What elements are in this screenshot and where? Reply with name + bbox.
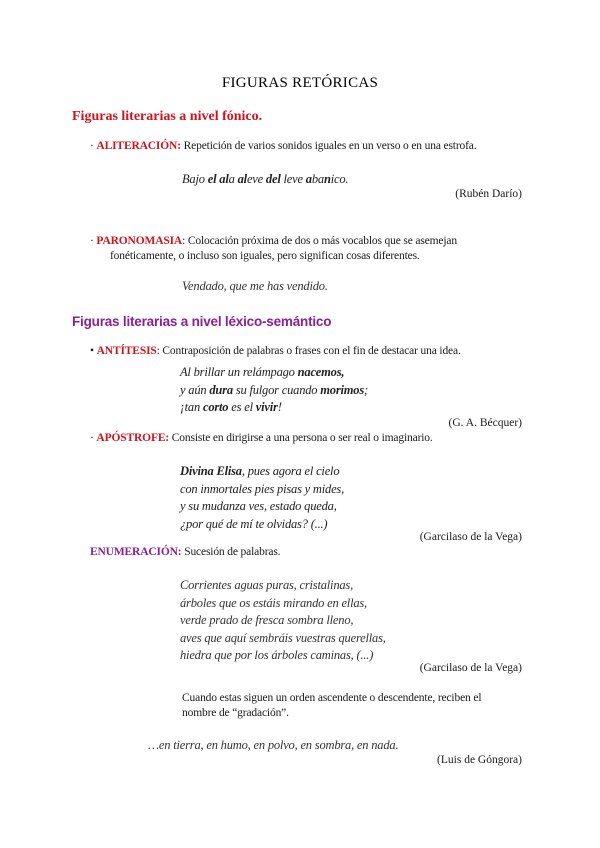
poem-line: aves que aquí sembráis vuestras querellas,: [180, 630, 386, 645]
example-part: ba: [311, 172, 324, 186]
example-part: a: [228, 172, 238, 186]
poem-text: , pues agora el cielo: [241, 464, 340, 478]
poem-text: Al brillar un relámpago: [180, 365, 298, 379]
poem-line: ¿por qué de mí te olvidas? (...): [180, 516, 328, 531]
aliteracion-author: (Rubén Darío): [455, 188, 522, 200]
antitesis-colon: :: [156, 345, 160, 357]
poem-emphasis: nacemos,: [297, 365, 345, 379]
poem-line: [180, 463, 344, 481]
enumeracion-term: ENUMERACIÓN:: [90, 546, 182, 558]
apostrofe-text: Consiste en dirigirse a una persona o ser real o imaginario.: [169, 432, 433, 444]
example-emphasis: al: [237, 172, 247, 186]
paronomasia-example: Vendado, que me has vendido.: [182, 279, 328, 293]
poem-text: ;: [364, 382, 368, 397]
bullet: ·: [90, 432, 94, 444]
poem-line: [180, 399, 368, 417]
gradacion-text-2: nombre de “gradación”.: [182, 707, 289, 719]
apostrofe-poem: [180, 463, 344, 533]
section-heading-lexico: Figuras literarias a nivel léxico-semántico: [72, 314, 332, 329]
apostrofe-author: (Garcilaso de la Vega): [419, 531, 522, 543]
bullet: ·: [90, 235, 94, 247]
poem-line: con inmortales pies pisas y mides,: [180, 481, 345, 496]
antitesis-author: (G. A. Bécquer): [448, 417, 522, 429]
example-emphasis: el: [207, 172, 217, 186]
gradacion-text-1: Cuando estas siguen un orden ascendente o descendente, reciben el: [182, 692, 482, 704]
example-emphasis: al: [219, 172, 229, 186]
example-emphasis: a: [305, 172, 312, 186]
example-emphasis: del: [265, 172, 281, 186]
poem-text: !: [277, 400, 282, 414]
antitesis-term: ANTÍTESIS: [96, 345, 157, 357]
poem-line: [180, 382, 368, 400]
paronomasia-definition: [90, 235, 457, 247]
aliteracion-text: Repetición de varios sonidos iguales en un verso o en una estrofa.: [180, 140, 477, 152]
paronomasia-text-1: Colocación próxima de dos o más vocablos que se asemejan: [185, 235, 457, 247]
section-heading-fonico: Figuras literarias a nivel fónico.: [72, 109, 263, 124]
example-part: leve: [280, 172, 306, 186]
antitesis-poem: [180, 364, 368, 417]
paronomasia-text-2: fonéticamente, o incluso son iguales, pero significan cosas diferentes.: [110, 250, 420, 262]
poem-text: ¡tan: [180, 400, 203, 414]
example-part: eve: [246, 172, 266, 186]
poem-emphasis: Divina Elisa: [180, 464, 242, 478]
enumeracion-definition: [90, 546, 280, 558]
bullet: ·: [90, 140, 94, 152]
antitesis-definition: [90, 345, 461, 357]
poem-text: y aún: [180, 382, 210, 397]
aliteracion-definition: [90, 140, 476, 152]
gradacion-example: …en tierra, en humo, en polvo, en sombra, en nada.: [148, 738, 399, 752]
paronomasia-term: PARONOMASIA: [96, 235, 183, 247]
poem-line: hiedra que por los árboles caminas, (...): [180, 648, 374, 662]
antitesis-text: Contraposición de palabras o frases con el fin de destacar una idea.: [159, 345, 461, 357]
aliteracion-example: [182, 171, 348, 189]
poem-line: Corrientes aguas puras, cristalinas,: [180, 578, 354, 592]
poem-line: verde prado de fresca sombra lleno,: [180, 613, 354, 627]
enumeracion-text: Sucesión de palabras.: [181, 546, 281, 558]
poem-text: es el: [228, 400, 256, 414]
example-emphasis: n: [323, 172, 331, 186]
example-part: ico.: [330, 172, 349, 186]
bullet: •: [90, 345, 94, 357]
poem-emphasis: dura: [209, 382, 233, 397]
poem-emphasis: vivir: [255, 400, 278, 414]
poem-text: su fulgor cuando: [232, 382, 321, 397]
poem-line: [180, 364, 368, 382]
gradacion-author: (Luis de Góngora): [437, 754, 522, 766]
aliteracion-term: ALITERACIÓN:: [96, 140, 181, 152]
apostrofe-definition: [90, 432, 433, 444]
poem-line: y su mudanza ves, estado queda,: [180, 499, 337, 513]
page-title: FIGURAS RETÓRICAS: [221, 75, 379, 91]
poem-emphasis: corto: [202, 400, 229, 414]
example-part: Bajo: [182, 172, 208, 186]
enumeracion-author: (Garcilaso de la Vega): [419, 662, 522, 674]
enumeracion-poem: [180, 577, 386, 665]
poem-line: árboles que os estáis mirando en ellas,: [180, 595, 367, 610]
paronomasia-colon: :: [182, 235, 186, 247]
apostrofe-term: APÓSTROFE:: [96, 432, 170, 444]
poem-emphasis: morimos: [320, 382, 365, 397]
